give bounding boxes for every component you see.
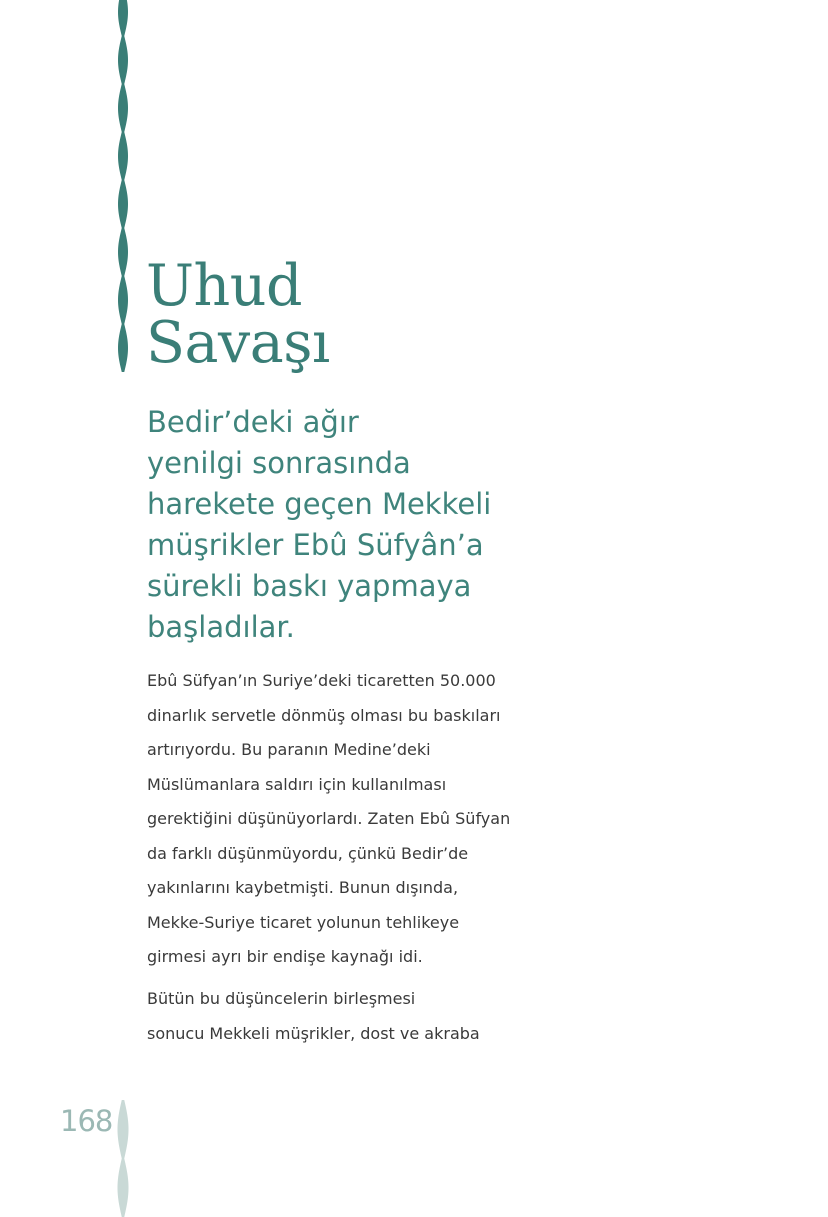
chapter-title-line: Uhud [146,253,302,319]
page-number: 168 [60,1104,113,1138]
lead-line: Bedir’deki ağır [147,405,359,439]
chapter-title-line: Savaşı [146,310,330,376]
lead-line: harekete geçen Mekkeli [147,487,492,521]
lead-line: yenilgi sonrasında [147,446,411,480]
body-paragraph [147,982,547,1051]
body-paragraph [147,664,547,975]
body-line: girmesi ayrı bir endişe kaynağı idi. [147,947,423,966]
body-line: dinarlık servetle dönmüş olması bu baskıları [147,705,501,725]
decorative-spine-bottom [108,1100,138,1217]
chapter-title [146,253,330,376]
body-line: Ebû Süfyan’ın Suriye’deki ticaretten 50.000 [147,671,496,690]
body-line: da farklı düşünmüyordu, çünkü Bedir’de [147,843,469,863]
body-line: Müslümanlara saldırı için kullanılması [147,774,447,794]
body-line: yakınlarını kaybetmişti. Bunun dışında, [147,878,459,897]
body-line: sonucu Mekkeli müşrikler, dost ve akraba [147,1023,480,1043]
body-line: Bütün bu düşüncelerin birleşmesi [147,989,416,1008]
body-line: gerektiğini düşünüyorlardı. Zaten Ebû Süfyan [147,809,511,828]
lead-paragraph [147,402,577,648]
body-line: Mekke-Suriye ticaret yolunun tehlikeye [147,912,460,932]
body-line: artırıyordu. Bu paranın Medine’deki [147,740,431,759]
decorative-spine-top [108,0,138,372]
lead-line: sürekli baskı yapmaya [147,569,472,603]
lead-line: müşrikler Ebû Süfyân’a [147,528,484,562]
lead-line: başladılar. [147,610,295,644]
